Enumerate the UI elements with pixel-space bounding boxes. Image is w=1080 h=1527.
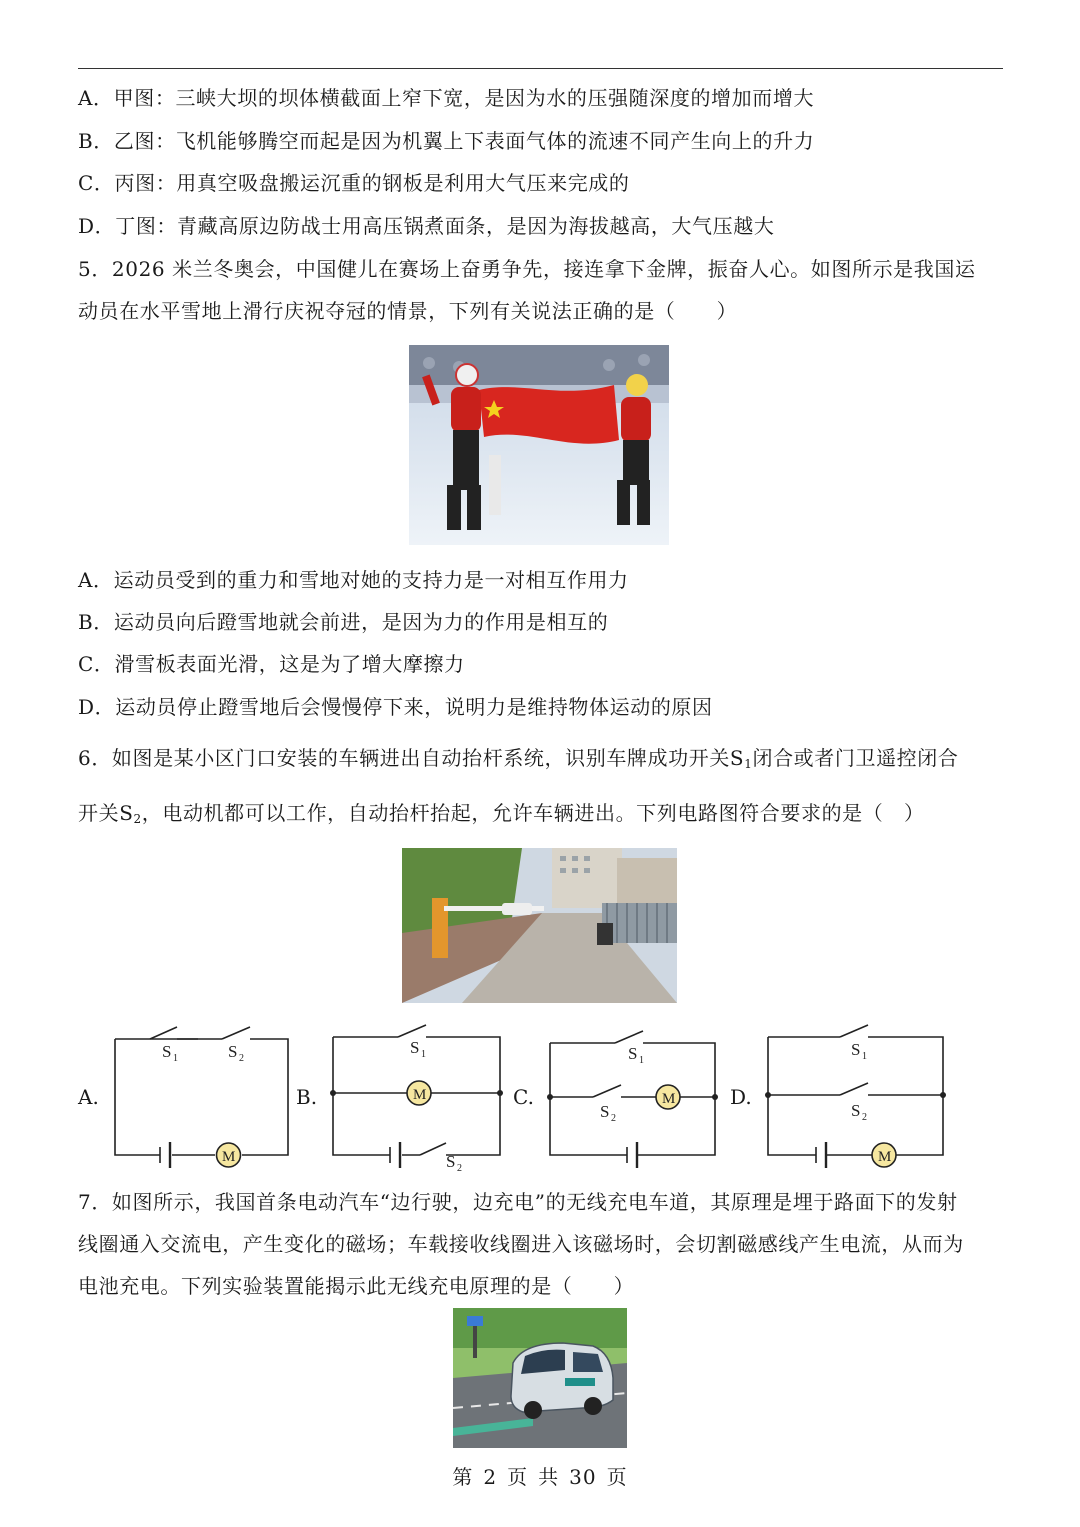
circuit-a-label: A. — [78, 1085, 99, 1109]
label-s1: S — [628, 1044, 638, 1063]
junction-dot — [547, 1094, 553, 1100]
current-page: 2 — [483, 1465, 498, 1489]
label-sub1: 1 — [639, 1055, 644, 1066]
label-s1: S — [410, 1038, 420, 1057]
label-sub1: 1 — [173, 1053, 178, 1064]
junction-dot — [765, 1092, 771, 1098]
label-sub2: 2 — [611, 1113, 616, 1124]
q7-stem-line2: 线圈通入交流电，产生变化的磁场；车载接收线圈进入该磁场时，会切割磁感线产生电流，从而为 — [78, 1232, 964, 1256]
circuit-c-label: C. — [513, 1085, 534, 1109]
q5-option-d: D．运动员停止蹬雪地后会慢慢停下来，说明力是维持物体运动的原因 — [78, 695, 713, 719]
q5-stem-line2: 动员在水平雪地上滑行庆祝夺冠的情景，下列有关说法正确的是（ ） — [78, 299, 738, 323]
page-footer: 第 2 页 共 30 页 — [452, 1465, 628, 1489]
q5-stem-line1: 5．2026 米兰冬奥会，中国健儿在赛场上奋勇争先，接连拿下金牌，振奋人心。如图所示是我国运 — [78, 257, 976, 281]
circuit-d-label: D. — [730, 1085, 752, 1109]
q4-option-b: B．乙图：飞机能够腾空而起是因为机翼上下表面气体的流速不同产生向上的升力 — [78, 129, 815, 153]
circuit-a — [115, 1027, 288, 1168]
q5-option-c: C．滑雪板表面光滑，这是为了增大摩擦力 — [78, 652, 465, 676]
junction-dot — [940, 1092, 946, 1098]
label-s2: S — [228, 1042, 238, 1061]
circuit-diagrams — [100, 1015, 980, 1175]
label-sub2: 2 — [457, 1163, 462, 1174]
label-s2: S — [851, 1101, 861, 1120]
q4-option-a: A．甲图：三峡大坝的坝体横截面上窄下宽，是因为水的压强随深度的增加而增大 — [78, 86, 815, 110]
ev-charging-photo — [453, 1308, 627, 1448]
motor-label: M — [662, 1091, 676, 1107]
label-sub1: 1 — [421, 1049, 426, 1060]
q4-option-c: C．丙图：用真空吸盘搬运沉重的钢板是利用大气压来完成的 — [78, 171, 630, 195]
motor-label: M — [222, 1149, 236, 1165]
junction-dot — [497, 1090, 503, 1096]
label-s2: S — [600, 1102, 610, 1121]
top-rule — [78, 68, 1003, 69]
q6-stem-line2: 开关$S_2$，电动机都可以工作，自动抬杆抬起，允许车辆进出。下列电路图符合要求的是（ ） — [78, 801, 925, 826]
q5-option-a: A．运动员受到的重力和雪地对她的支持力是一对相互作用力 — [78, 568, 629, 592]
label-sub1: 1 — [862, 1051, 867, 1062]
junction-dot — [330, 1090, 336, 1096]
q5-option-b: B．运动员向后蹬雪地就会前进，是因为力的作用是相互的 — [78, 610, 609, 634]
motor-label: M — [878, 1149, 892, 1165]
label-sub2: 2 — [239, 1053, 244, 1064]
total-pages: 30 — [569, 1465, 597, 1489]
label-sub2: 2 — [862, 1112, 867, 1123]
q6-stem-line1: 6．如图是某小区门口安装的车辆进出自动抬杆系统，识别车牌成功开关$S_1$闭合或者门卫遥控闭合 — [78, 746, 959, 771]
label-s1: S — [851, 1040, 861, 1059]
skaters-photo — [409, 345, 669, 545]
junction-dot — [712, 1094, 718, 1100]
label-s1: S — [162, 1042, 172, 1061]
q7-stem-line3: 电池充电。下列实验装置能揭示此无线充电原理的是（ ） — [78, 1274, 635, 1298]
q7-stem-line1: 7．如图所示，我国首条电动汽车“边行驶，边充电”的无线充电车道，其原理是埋于路面下的发射 — [78, 1190, 958, 1214]
circuit-b-label: B. — [296, 1085, 318, 1109]
label-s2: S — [446, 1152, 456, 1171]
q4-option-d: D．丁图：青藏高原边防战士用高压锅煮面条，是因为海拔越高，大气压越大 — [78, 214, 775, 238]
gate-photo — [402, 848, 677, 1003]
motor-label: M — [413, 1087, 427, 1103]
